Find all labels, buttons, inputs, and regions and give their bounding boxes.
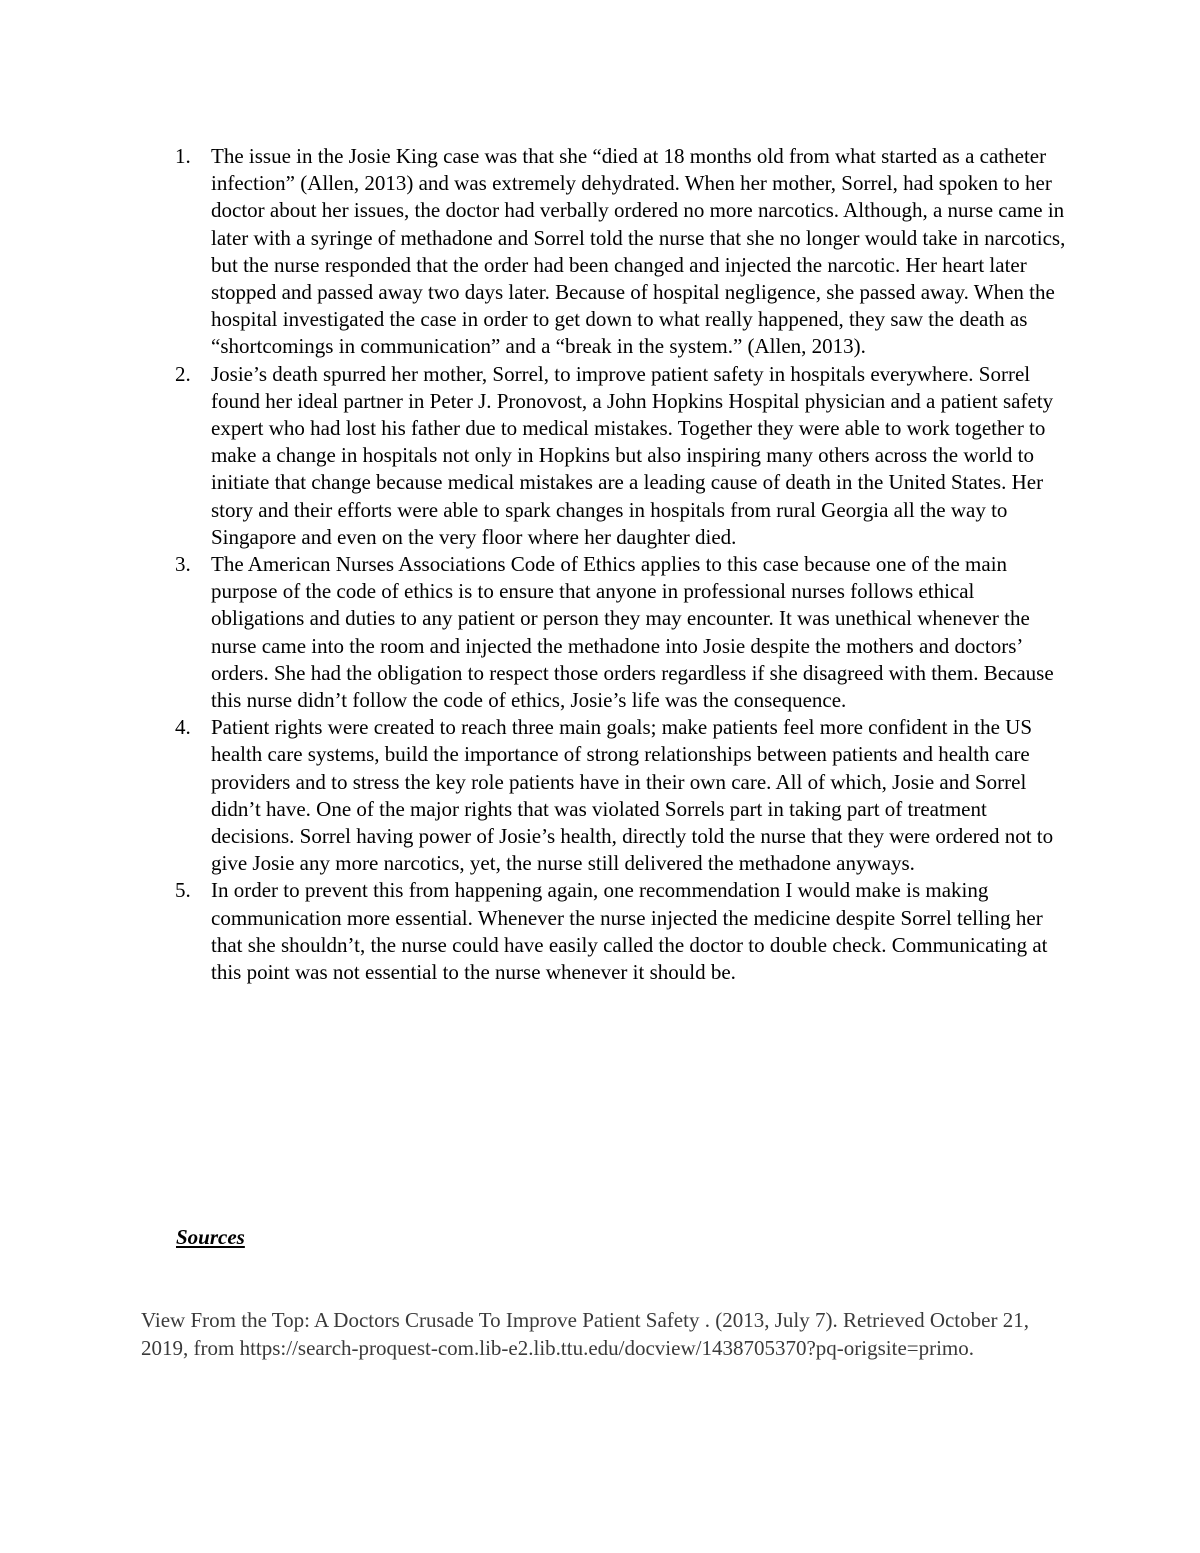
list-item-text: The American Nurses Associations Code of Ethics applies to this case because one of the main purpose of the code of ethics is to ensure that anyone in professional nurses follows ethical obligations and duties to any patient or person they may encounter. It was unethical whenever the nurse came into the room and injected the methadone into Josie despite the mothers and doctors’ orders. She had the obligation to respect those orders regardless if she disagreed with them. Because this nurse didn’t follow the code of ethics, Josie’s life was the consequence. [211,552,1054,713]
list-item [171,143,1071,361]
list-item-number: 4. [175,715,191,740]
list-item-text: Patient rights were created to reach three main goals; make patients feel more confident in the US health care systems, build the importance of strong relationships between patients and health care providers and to stress the key role patients have in their own care. All of which, Josie and Sorrel didn’t have. One of the major rights that was violated Sorrels part in taking part of treatment decisions. Sorrel having power of Josie’s health, directly told the nurse that they were ordered not to give Josie any more narcotics, yet, the nurse still delivered the methadone anyways. [211,715,1054,876]
list-item [171,551,1071,714]
list-item-number: 2. [175,361,191,386]
list-item-text: In order to prevent this from happening again, one recommendation I would make is making communication more essential. Whenever the nurse injected the medicine despite Sorrel telling her that she shouldn’t, the nurse could have easily called the doctor to double check. Communicating at this point was not essential to the nurse whenever it should be. [211,878,1048,985]
citation: View From the Top: A Doctors Crusade To Improve Patient Safety . (2013, July 7). Retrieved October 21, 2019, from https://search-proquest-com.lib-e2.lib.ttu.edu/docview/1438705370?pq-origsite=primo. [141,1308,1029,1360]
list-item [171,877,1071,986]
sources-heading: Sources [176,1225,245,1249]
list-item-text: The issue in the Josie King case was that she “died at 18 months old from what started as a catheter infection” (Allen, 2013) and was extremely dehydrated. When her mother, Sorrel, had spoken to her doctor about her issues, the doctor had verbally ordered no more narcotics. Although, a nurse came in later with a syringe of methadone and Sorrel told the nurse that she no longer would take in narcotics, but the nurse responded that the order had been changed and injected the narcotic. Her heart later stopped and passed away two days later. Because of hospital negligence, she passed away. When the hospital investigated the case in order to get down to what really happened, they saw the death as “shortcomings in communication” and a “break in the system.” (Allen, 2013). [211,144,1066,359]
list-item-text: Josie’s death spurred her mother, Sorrel, to improve patient safety in hospitals everywhere. Sorrel found her ideal partner in Peter J. Pronovost, a John Hopkins Hospital physician and a patient safety expert who had lost his father due to medical mistakes. Together they were able to work together to make a change in hospitals not only in Hopkins but also inspiring many others across the world to initiate that change because medical mistakes are a leading cause of death in the United States. Her story and their efforts were able to spark changes in hospitals from rural Georgia all the way to Singapore and even on the very floor where her daughter died. [211,361,1054,549]
list-item-number: 3. [175,552,191,577]
list-item-number: 1. [175,144,191,168]
list-item-number: 5. [175,878,191,903]
list-item [171,361,1071,551]
numbered-list [171,143,1071,986]
list-item [171,714,1071,877]
